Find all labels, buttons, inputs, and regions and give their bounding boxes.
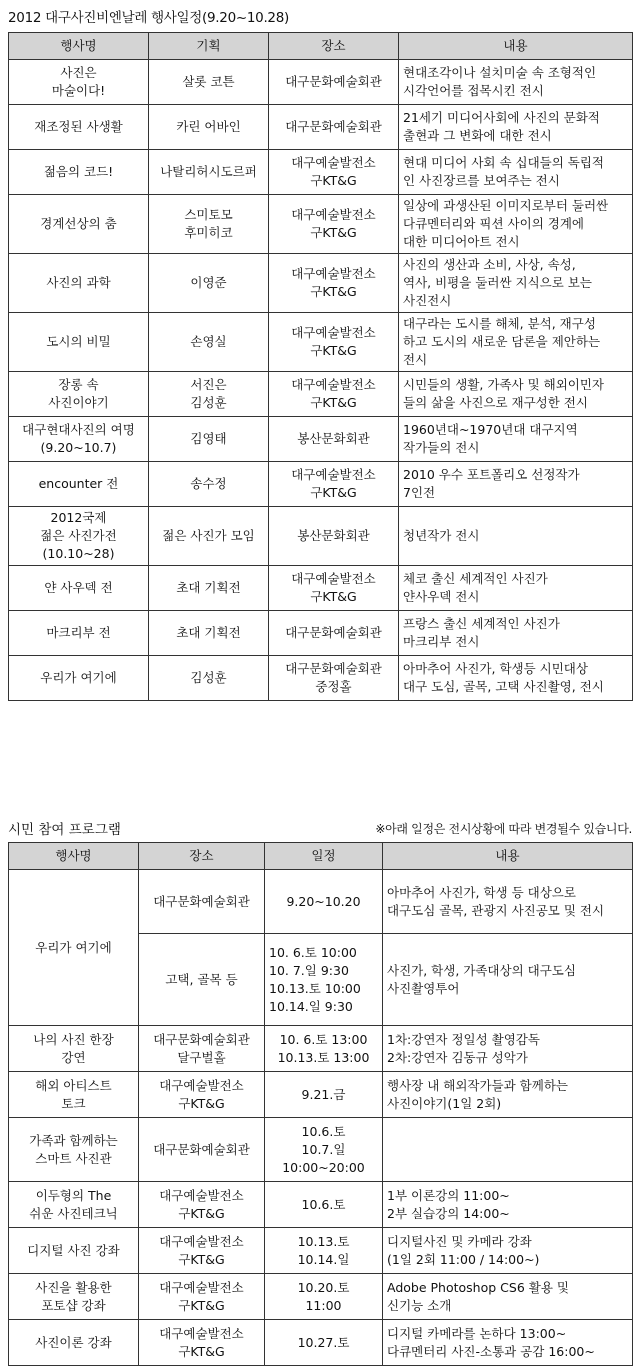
header-content: 내용 [399,33,633,60]
table-row [9,1118,633,1182]
cell-content: 1960년대~1970년대 대구지역 작가들의 전시 [399,417,633,462]
cell-content: 시민들의 생활, 가족사 및 해외이민자 들의 삶을 사진으로 재구성한 전시 [399,372,633,417]
table-header-row [9,33,633,60]
section-title-citizen-programs: 시민 참여 프로그램 [8,822,121,838]
cell-event: 가족과 함께하는 스마트 사진관 [9,1118,139,1182]
cell-venue: 대구예술발전소 구KT&G [139,1228,265,1274]
cell-venue: 대구예술발전소 구KT&G [269,254,399,313]
cell-planner: 나탈리허시도르퍼 [149,150,269,195]
cell-schedule: 10.6.토 10.7.일 10:00~20:00 [265,1118,383,1182]
cell-content: 디지털 카메라를 논하다 13:00~ 다큐멘터리 사진-소통과 공감 16:00~ [383,1320,633,1366]
exhibition-schedule-table [8,32,633,701]
cell-content: 1차:강연자 정일성 촬영감독 2차:강연자 김동규 성악가 [383,1026,633,1072]
cell-content: 사진가, 학생, 가족대상의 대구도심 사진촬영투어 [383,934,633,1026]
table-row [9,656,633,701]
cell-content: 일상에 과생산된 이미지로부터 둘러싼 다큐멘터리와 픽션 사이의 경계에 대한 미디어아트 전시 [399,195,633,254]
cell-venue: 대구문화예술회관 [139,1118,265,1182]
cell-content [383,1118,633,1182]
table-row [9,611,633,656]
cell-event: 우리가 여기에 [9,870,139,1026]
cell-venue: 대구예술발전소 구KT&G [269,150,399,195]
cell-content: 사진의 생산과 소비, 사상, 속성, 역사, 비평을 둘러싼 지식으로 보는 사진전시 [399,254,633,313]
cell-event: 해외 아티스트 토크 [9,1072,139,1118]
cell-event: 도시의 비밀 [9,313,149,372]
cell-planner: 손영실 [149,313,269,372]
header-schedule: 일정 [265,843,383,870]
cell-event: 얀 사우덱 전 [9,566,149,611]
cell-planner: 젊은 사진가 모임 [149,507,269,566]
cell-venue: 대구문화예술회관 [269,60,399,105]
cell-planner: 살롯 코튼 [149,60,269,105]
table-row [9,195,633,254]
table-row [9,1072,633,1118]
header-content: 내용 [383,843,633,870]
header-venue: 장소 [139,843,265,870]
cell-schedule: 10.13.토 10.14.일 [265,1228,383,1274]
cell-content: 대구라는 도시를 해체, 분석, 재구성 하고 도시의 새로운 담론을 제안하는 전시 [399,313,633,372]
cell-schedule: 10.20.토 11:00 [265,1274,383,1320]
cell-content: 아마추어 사진가, 학생등 시민대상 대구 도심, 골목, 고택 사진촬영, 전시 [399,656,633,701]
table-row [9,566,633,611]
cell-content: 청년작가 전시 [399,507,633,566]
page-title: 2012 대구사진비엔날레 행사일정(9.20~10.28) [8,10,289,26]
header-planner: 기획 [149,33,269,60]
table-row [9,1320,633,1366]
cell-venue: 대구예술발전소 구KT&G [139,1274,265,1320]
cell-content: 2010 우수 포트폴리오 선정작가 7인전 [399,462,633,507]
table-row [9,1274,633,1320]
cell-venue: 고택, 골목 등 [139,934,265,1026]
cell-venue: 대구예술발전소 구KT&G [269,372,399,417]
cell-schedule: 10.6.토 [265,1182,383,1228]
cell-planner: 송수정 [149,462,269,507]
citizen-program-table [8,842,633,1366]
cell-planner: 서진은 김성훈 [149,372,269,417]
table-row [9,1026,633,1072]
schedule-notice: ※아래 일정은 전시상황에 따라 변경될수 있습니다. [375,822,632,836]
cell-planner: 김영태 [149,417,269,462]
cell-planner: 초대 기획전 [149,611,269,656]
header-event: 행사명 [9,33,149,60]
cell-venue: 대구문화예술회관 [139,870,265,934]
table-row [9,313,633,372]
cell-event: 대구현대사진의 여명 (9.20~10.7) [9,417,149,462]
cell-venue: 대구문화예술회관 중정홀 [269,656,399,701]
cell-content: 21세기 미디어사회에 사진의 문화적 출현과 그 변화에 대한 전시 [399,105,633,150]
cell-event: encounter 전 [9,462,149,507]
cell-venue: 대구예술발전소 구KT&G [139,1072,265,1118]
table-row [9,1228,633,1274]
cell-schedule: 9.20~10.20 [265,870,383,934]
cell-content: 아마추어 사진가, 학생 등 대상으로 대구도심 골목, 관광지 사진공모 및 전시 [383,870,633,934]
cell-event: 나의 사진 한장 강연 [9,1026,139,1072]
cell-planner: 초대 기획전 [149,566,269,611]
cell-event: 젊음의 코드! [9,150,149,195]
table-row [9,1182,633,1228]
cell-venue: 대구문화예술회관 [269,105,399,150]
cell-venue: 대구예술발전소 구KT&G [269,195,399,254]
cell-event: 마크리부 전 [9,611,149,656]
cell-content: 행사장 내 해외작가들과 함께하는 사진이야기(1일 2회) [383,1072,633,1118]
cell-content: 현대 미디어 사회 속 십대들의 독립적 인 사진장르를 보여주는 전시 [399,150,633,195]
cell-content: 디지털사진 및 카메라 강좌 (1일 2회 11:00 / 14:00~) [383,1228,633,1274]
cell-event: 사진이론 강좌 [9,1320,139,1366]
cell-venue: 대구예술발전소 구KT&G [269,462,399,507]
cell-planner: 김성훈 [149,656,269,701]
cell-venue: 대구문화예술회관 [269,611,399,656]
header-venue: 장소 [269,33,399,60]
cell-event: 우리가 여기에 [9,656,149,701]
cell-event: 장롱 속 사진이야기 [9,372,149,417]
cell-content: 프랑스 출신 세계적인 사진가 마크리부 전시 [399,611,633,656]
cell-event: 디지털 사진 강좌 [9,1228,139,1274]
cell-venue: 대구예술발전소 구KT&G [139,1182,265,1228]
cell-venue: 봉산문화회관 [269,507,399,566]
table-row [9,417,633,462]
header-event: 행사명 [9,843,139,870]
table-row [9,462,633,507]
cell-event: 이두형의 The 쉬운 사진테크닉 [9,1182,139,1228]
table-row [9,870,633,934]
table-row [9,150,633,195]
table-row [9,507,633,566]
cell-planner: 스미토모 후미히코 [149,195,269,254]
table-row [9,254,633,313]
cell-venue: 대구예술발전소 구KT&G [269,566,399,611]
cell-planner: 카린 어바인 [149,105,269,150]
cell-event: 사진은 마술이다! [9,60,149,105]
cell-content: 1부 이론강의 11:00~ 2부 실습강의 14:00~ [383,1182,633,1228]
exhibition-rows [9,60,633,701]
cell-schedule: 10.27.토 [265,1320,383,1366]
cell-event: 사진의 과학 [9,254,149,313]
cell-planner: 이영준 [149,254,269,313]
table-row [9,372,633,417]
cell-venue: 대구문화예술회관 달구벌홀 [139,1026,265,1072]
cell-schedule: 10. 6.토 10:00 10. 7.일 9:30 10.13.토 10:00 10.14.일 9:30 [265,934,383,1026]
program-rows [9,870,633,1366]
cell-venue: 대구예술발전소 구KT&G [139,1320,265,1366]
cell-event: 2012국제 젊은 사진가전 (10.10~28) [9,507,149,566]
cell-event: 재조정된 사생활 [9,105,149,150]
table-row [9,60,633,105]
cell-content: 체코 출신 세계적인 사진가 얀사우덱 전시 [399,566,633,611]
cell-venue: 대구예술발전소 구KT&G [269,313,399,372]
table-row [9,105,633,150]
cell-venue: 봉산문화회관 [269,417,399,462]
cell-content: 현대조각이나 설치미술 속 조형적인 시각언어를 접목시킨 전시 [399,60,633,105]
cell-event: 사진을 활용한 포토샵 강좌 [9,1274,139,1320]
cell-event: 경계선상의 춤 [9,195,149,254]
cell-schedule: 10. 6.토 13:00 10.13.토 13:00 [265,1026,383,1072]
cell-content: Adobe Photoshop CS6 활용 및 신기능 소개 [383,1274,633,1320]
cell-schedule: 9.21.금 [265,1072,383,1118]
table-header-row [9,843,633,870]
